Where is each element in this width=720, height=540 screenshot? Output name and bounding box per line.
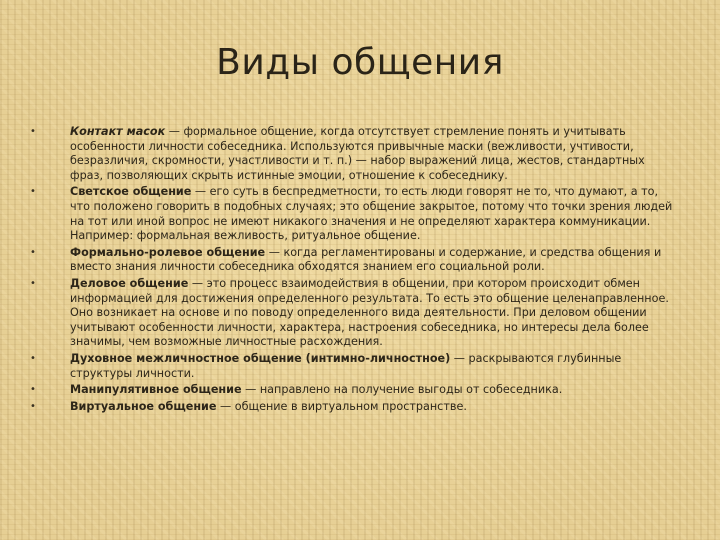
bullet-icon: • xyxy=(30,277,36,289)
list-item xyxy=(26,185,678,243)
item-description: — когда регламентированы и содержание, и средства общения и вместо знания личности собеседника обходятся знанием его социальной роли. xyxy=(70,245,662,274)
slide-title: Виды общения xyxy=(216,42,504,83)
list-item xyxy=(26,383,678,398)
item-description: — формальное общение, когда отсутствует стремление понять и учитывать особенности личности собеседника. Используются привычные маски (вежливости, учтивости, безразличия, скромности, участливости и т. п.) — набор выражений лица, жестов, стандартных фраз, позволяющих скрыть истинные эмоции, отношение к собеседнику. xyxy=(70,125,645,182)
list-item xyxy=(26,246,678,275)
item-description: — направлено на получение выгоды от собеседника. xyxy=(241,383,563,397)
list-item xyxy=(26,352,678,381)
bullet-icon: • xyxy=(30,352,36,364)
bullet-icon: • xyxy=(30,126,36,137)
item-description: — раскрываются глубинные структуры личности. xyxy=(70,351,622,380)
bullet-icon: • xyxy=(30,400,36,412)
item-term: Духовное межличностное общение (интимно-личностное) xyxy=(70,351,451,365)
item-term: Деловое общение xyxy=(70,276,189,290)
list-item xyxy=(26,400,678,415)
bullet-icon: • xyxy=(30,186,36,198)
item-term: Формально-ролевое общение xyxy=(70,245,266,259)
list-item xyxy=(26,277,678,350)
bullet-icon: • xyxy=(30,384,36,396)
item-description: — его суть в беспредметности, то есть люди говорят не то, что думают, а то, что положено говорить в подобных случаях; это общение закрытое, потому что точки зрения людей на тот или иной вопрос не имеют никакого значения и не определяют характера коммуникации. Например: формальная вежливость, ритуальное общение. xyxy=(70,185,673,243)
item-term: Виртуальное общение xyxy=(70,399,217,413)
item-term: Манипулятивное общение xyxy=(70,383,242,397)
bullet-icon: • xyxy=(30,246,36,258)
bullet-list xyxy=(26,125,678,416)
item-term: Контакт масок xyxy=(70,125,166,138)
list-item xyxy=(26,125,678,183)
item-description: — это процесс взаимодействия в общении, при котором происходит обмен информацией для достижения определенного результата. То есть это общение целенаправленное. Оно возникает на основе и по поводу определенного вида деятельности. При деловом общении учитывают особенности личности, характера, настроения собеседника, но интересы дела более значимы, чем возможные личностные расхождения. xyxy=(70,276,669,349)
item-term: Светское общение xyxy=(70,185,192,199)
item-description: — общение в виртуальном пространстве. xyxy=(216,399,467,413)
